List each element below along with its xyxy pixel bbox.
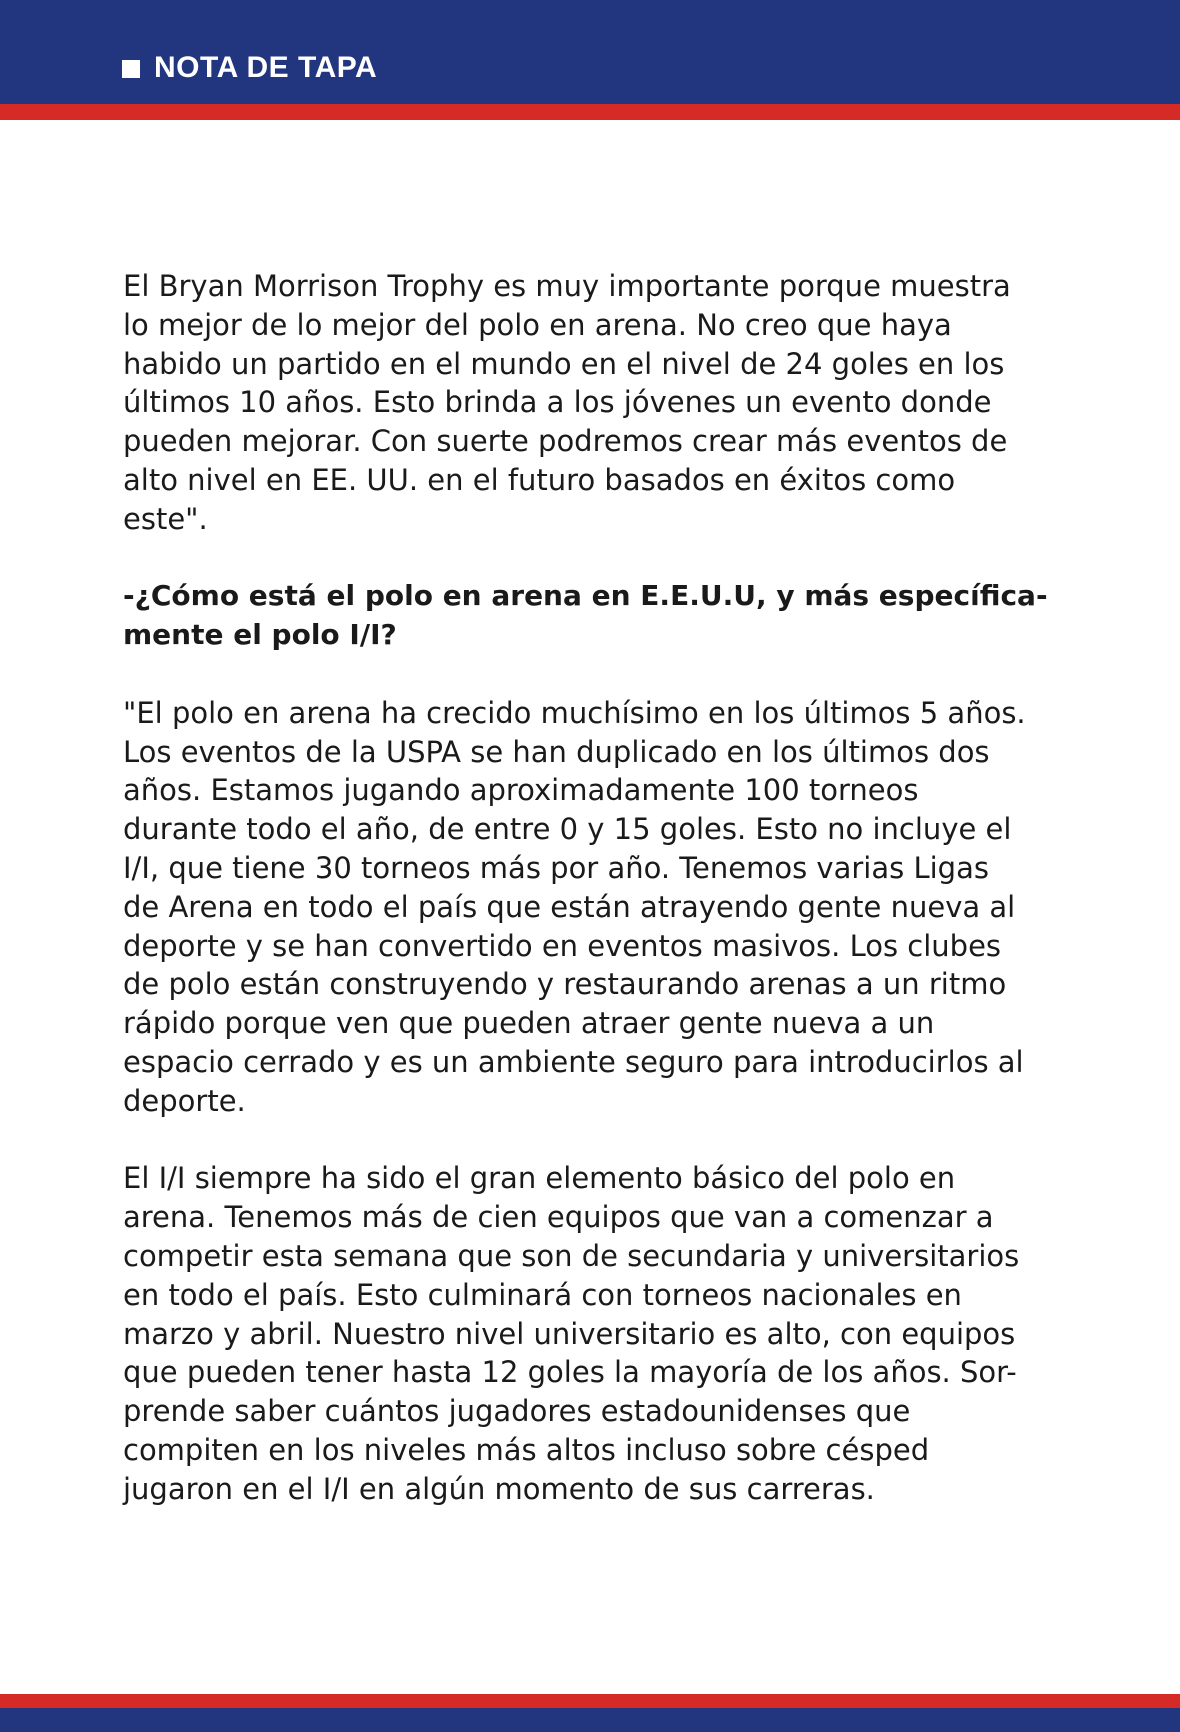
section-label: NOTA DE TAPA (154, 51, 378, 84)
footer-red-stripe (0, 1694, 1180, 1708)
paragraph: El Bryan Morrison Trophy es muy importante porque muestra lo mejor de lo mejor del polo en arena. No creo que haya habido un partido en el mundo en el nivel de 24 goles en los últimos 10 años. Esto brinda a los jóvenes un evento donde pueden mejorar. Con suerte podremos crear más eventos de alto nivel en EE. UU. en el futuro basados en éxitos como este". (123, 269, 1011, 536)
paragraph: "El polo en arena ha crecido muchísimo en los últimos 5 años. Los eventos de la USPA se han duplicado en los últimos dos años. Estamos jugando aproximadamente 100 torneos durante todo el año, de entre 0 y 15 goles. Esto no incluye el I/I, que tiene 30 torneos más por año. Tenemos varias Ligas de Arena en todo el país que están atrayendo gente nueva al deporte y se han convertido en eventos masivos. Los clubes de polo están construyendo y restaurando arenas a un ritmo rápido porque ven que pueden atraer gente nueva a un espacio cerrado y es un ambiente seguro para introducirlos al deporte. (123, 695, 1026, 1118)
article-body (123, 267, 1073, 1547)
paragraph: El I/I siempre ha sido el gran elemento básico del polo en arena. Tenemos más de cien equipos que van a comenzar a competir esta semana que son de secundaria y universitarios en todo el país. Esto culminará con torneos nacionales en marzo y abril. Nuestro nivel universitario es alto, con equipos que pueden tener hasta 12 goles la mayoría de los años. Sor- prende saber cuántos jugadores estadounidenses que compiten en los niveles más altos incluso sobre césped jugaron en el I/I en algún momento de sus carreras. (123, 1161, 1020, 1506)
header-red-stripe (0, 104, 1180, 120)
footer-band (0, 1708, 1180, 1732)
interview-question: -¿Cómo está el polo en arena en E.E.U.U, y más específica- mente el polo I/I? (123, 579, 1048, 652)
square-bullet-icon (122, 60, 140, 78)
